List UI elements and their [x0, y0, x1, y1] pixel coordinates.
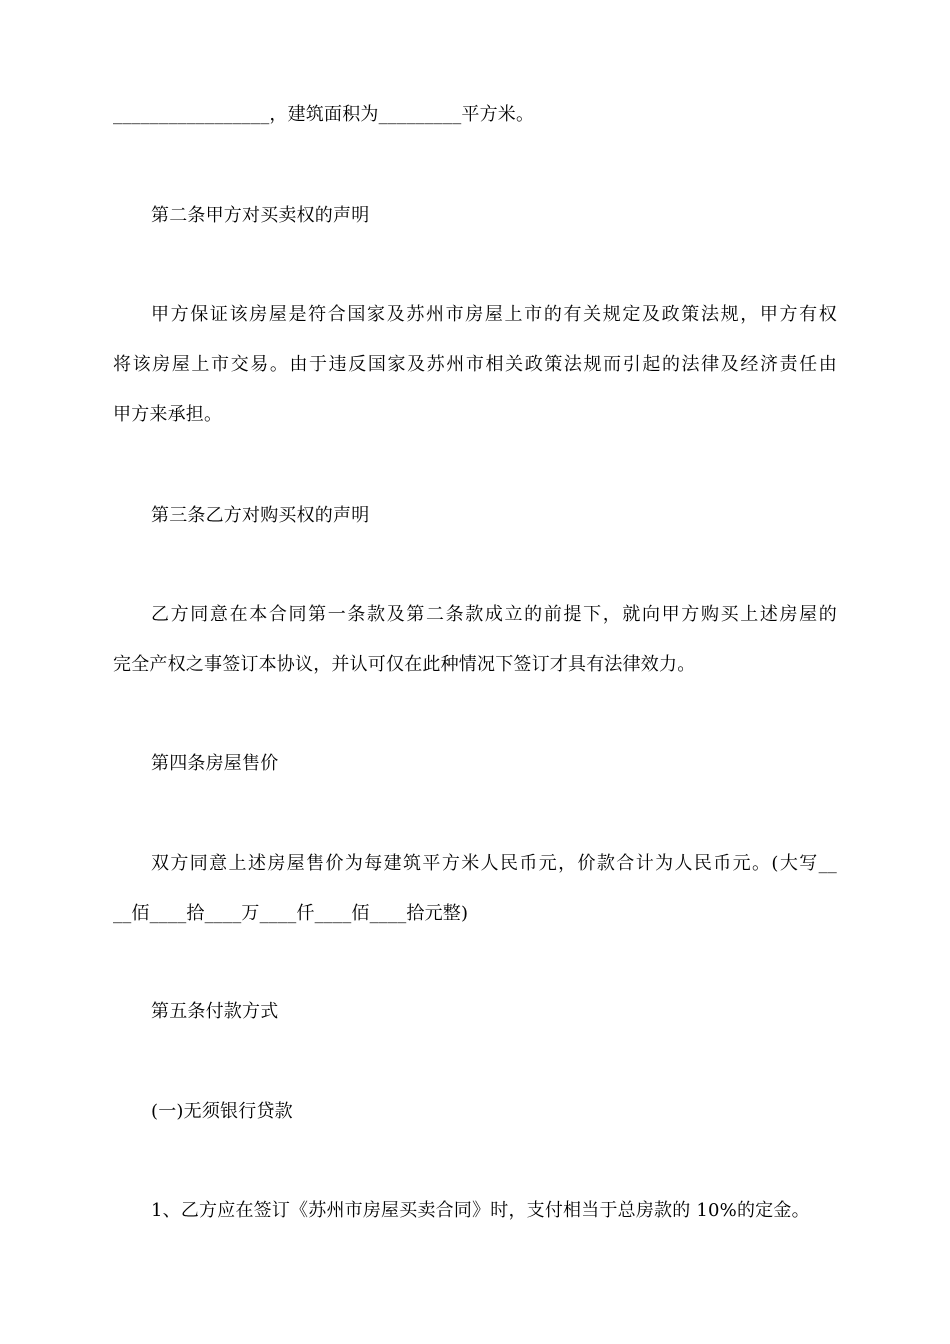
area-clause-line: _________________，建筑面积为_________平方米。: [113, 104, 535, 125]
article-2-paragraph-line-3: 甲方来承担。: [113, 404, 223, 425]
article-5-subheading-1: (一)无须银行贷款: [151, 1101, 293, 1122]
article-2-heading: 第二条甲方对买卖权的声明: [151, 205, 370, 226]
article-3-heading: 第三条乙方对购买权的声明: [151, 505, 370, 526]
article-2-paragraph-line-1: 甲方保证该房屋是符合国家及苏州市房屋上市的有关规定及政策法规，甲方有权: [151, 304, 837, 325]
article-5-heading: 第五条付款方式: [151, 1001, 279, 1022]
article-3-paragraph-line-2: 完全产权之事签订本协议，并认可仅在此种情况下签订才具有法律效力。: [113, 654, 696, 675]
article-4-paragraph-line-1: 双方同意上述房屋售价为每建筑平方米人民币元，价款合计为人民币元。(大写__: [151, 853, 837, 874]
article-3-paragraph-line-1: 乙方同意在本合同第一条款及第二条款成立的前提下，就向甲方购买上述房屋的: [151, 604, 837, 625]
article-4-heading: 第四条房屋售价: [151, 753, 279, 774]
article-5-item-1: 1、乙方应在签订《苏州市房屋买卖合同》时，支付相当于总房款的 10%的定金。: [151, 1200, 810, 1221]
article-4-paragraph-line-2: __佰____拾____万____仟____佰____拾元整): [113, 903, 469, 924]
article-2-paragraph-line-2: 将该房屋上市交易。由于违反国家及苏州市相关政策法规而引起的法律及经济责任由: [113, 354, 837, 375]
